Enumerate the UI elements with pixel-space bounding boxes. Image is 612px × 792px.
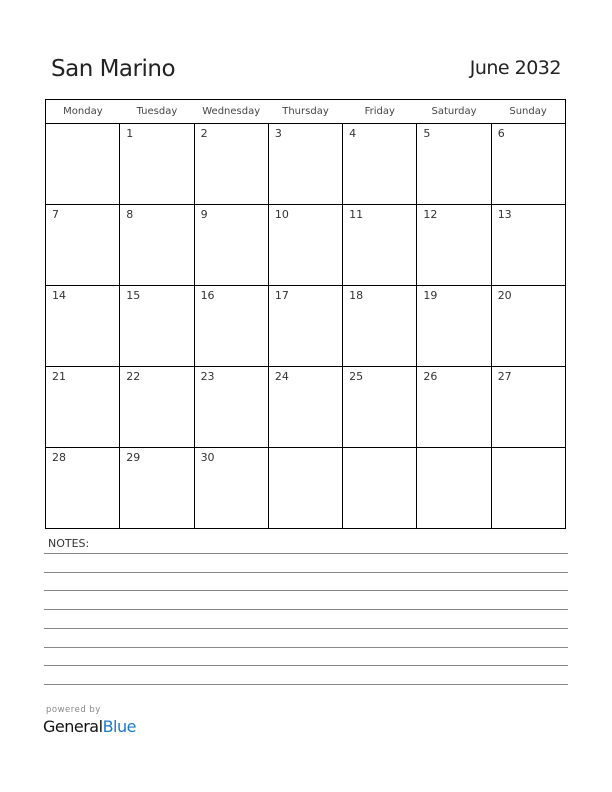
day-cell: 16 — [194, 286, 268, 367]
day-cell: 29 — [120, 448, 194, 529]
notes-line — [44, 684, 568, 685]
week-row — [46, 448, 566, 529]
calendar-country-title: San Marino — [51, 56, 176, 82]
notes-line — [44, 609, 568, 610]
day-cell: 7 — [46, 205, 120, 286]
day-cell: 20 — [491, 286, 565, 367]
day-cell: 12 — [417, 205, 491, 286]
day-cell: 6 — [491, 124, 565, 205]
day-cell: 17 — [268, 286, 342, 367]
notes-line — [44, 572, 568, 573]
day-cell: 26 — [417, 367, 491, 448]
day-cell: 24 — [268, 367, 342, 448]
day-cell: 23 — [194, 367, 268, 448]
weekday-wednesday: Wednesday — [194, 100, 268, 124]
week-row — [46, 286, 566, 367]
day-cell — [46, 124, 120, 205]
day-cell: 13 — [491, 205, 565, 286]
weekday-monday: Monday — [46, 100, 120, 124]
day-cell: 2 — [194, 124, 268, 205]
week-row — [46, 205, 566, 286]
day-cell: 4 — [343, 124, 417, 205]
calendar-month-year: June 2032 — [469, 57, 561, 79]
generalblue-logo — [43, 717, 136, 736]
day-cell — [268, 448, 342, 529]
day-cell: 28 — [46, 448, 120, 529]
calendar-grid — [45, 99, 566, 529]
day-cell: 8 — [120, 205, 194, 286]
day-cell — [491, 448, 565, 529]
weekday-sunday: Sunday — [491, 100, 565, 124]
notes-line — [44, 553, 568, 554]
day-cell: 30 — [194, 448, 268, 529]
notes-line — [44, 665, 568, 666]
day-cell: 15 — [120, 286, 194, 367]
day-cell: 25 — [343, 367, 417, 448]
notes-line — [44, 647, 568, 648]
notes-line — [44, 590, 568, 591]
day-cell: 11 — [343, 205, 417, 286]
day-cell: 10 — [268, 205, 342, 286]
weekday-friday: Friday — [343, 100, 417, 124]
day-cell: 5 — [417, 124, 491, 205]
weekday-header-row — [46, 100, 566, 124]
brand-general: General — [43, 717, 103, 736]
brand-blue: Blue — [102, 717, 136, 736]
notes-label: NOTES: — [48, 537, 90, 550]
notes-line — [44, 628, 568, 629]
weekday-thursday: Thursday — [268, 100, 342, 124]
week-row — [46, 367, 566, 448]
day-cell: 22 — [120, 367, 194, 448]
day-cell: 14 — [46, 286, 120, 367]
weekday-saturday: Saturday — [417, 100, 491, 124]
day-cell: 21 — [46, 367, 120, 448]
day-cell: 1 — [120, 124, 194, 205]
week-row — [46, 124, 566, 205]
day-cell — [417, 448, 491, 529]
day-cell: 19 — [417, 286, 491, 367]
powered-by-text: powered by — [46, 705, 101, 715]
day-cell — [343, 448, 417, 529]
day-cell: 18 — [343, 286, 417, 367]
day-cell: 9 — [194, 205, 268, 286]
day-cell: 3 — [268, 124, 342, 205]
weekday-tuesday: Tuesday — [120, 100, 194, 124]
day-cell: 27 — [491, 367, 565, 448]
